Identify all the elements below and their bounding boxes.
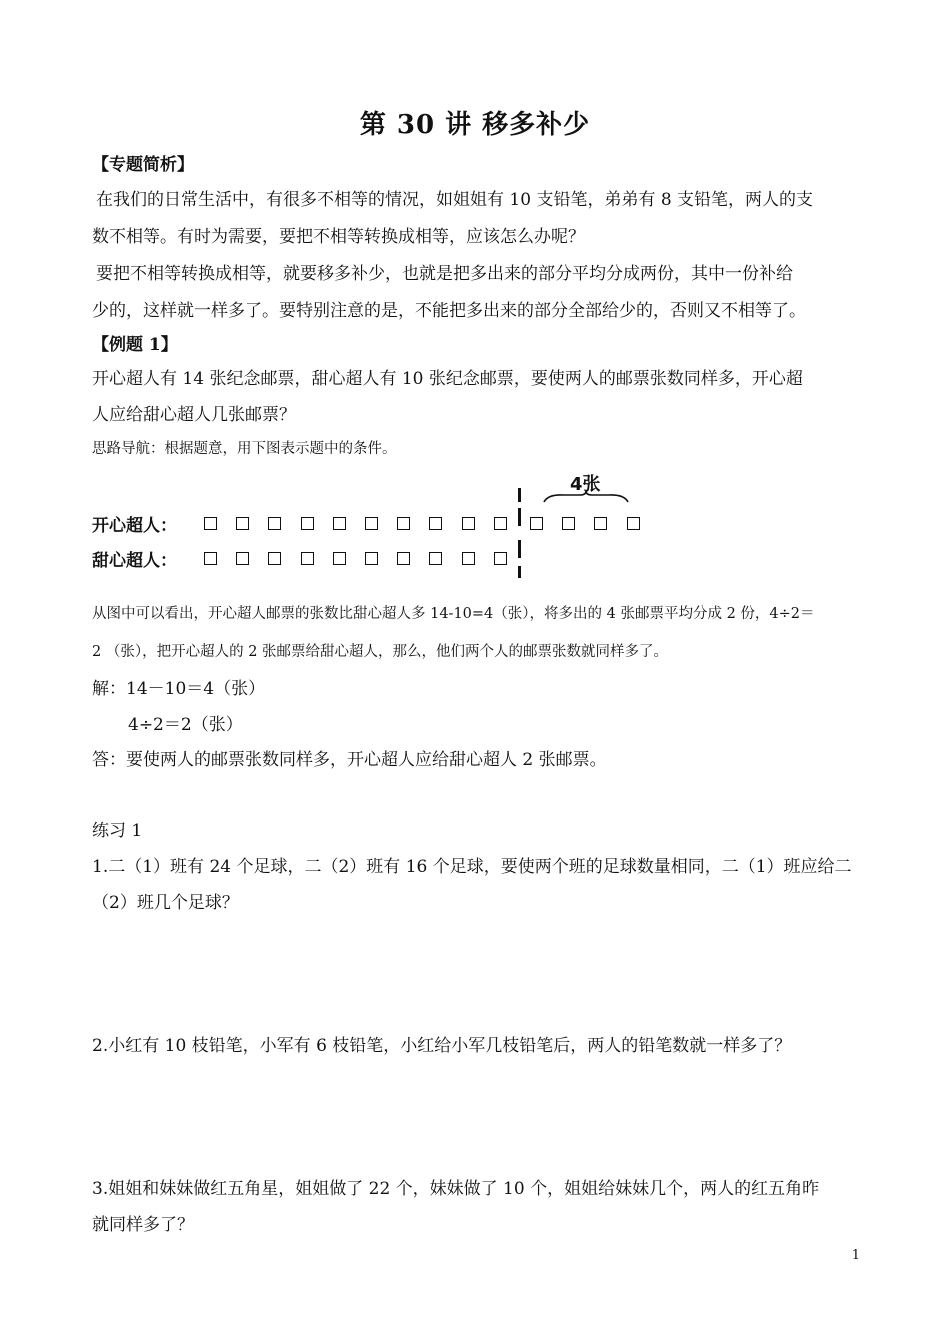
page-title: 第 30 讲 移多补少 — [359, 110, 591, 140]
divider-segment-bottom — [518, 566, 521, 578]
practice-question-1-line-1: 1.二（1）班有 24 个足球，二（2）班有 16 个足球，要使两个班的足球数量相同，二（1）班应给二 — [92, 857, 852, 877]
practice-question-2: 2.小红有 10 枝铅笔，小军有 6 枝铅笔，小红给小军几枝铅笔后，两人的铅笔数就一样多了？ — [92, 1036, 792, 1056]
solution-line-2: 4÷2＝2（张） — [128, 715, 243, 735]
example-explanation-line-2: 2 （张），把开心超人的 2 张邮票给甜心超人，那么，他们两个人的邮票张数就同样多了。 — [92, 644, 669, 660]
stamp-square — [594, 517, 607, 530]
intro-paragraph-1-line-1: 在我们的日常生活中，有很多不相等的情况，如姐姐有 10 支铅笔，弟弟有 8 支铅笔，两人的支 — [96, 190, 814, 210]
stamp-square — [301, 552, 314, 565]
stamp-square — [562, 517, 575, 530]
practice-question-3-line-2: 就同样多了？ — [92, 1215, 194, 1235]
intro-paragraph-2-line-2: 少的，这样就一样多了。要特别注意的是，不能把多出来的部分全部给少的，否则又不相等了。 — [92, 301, 806, 321]
answer-line: 答：要使两人的邮票张数同样多，开心超人应给甜心超人 2 张邮票。 — [92, 750, 607, 770]
stamp-square — [204, 552, 217, 565]
stamp-square — [365, 552, 378, 565]
stamp-square — [333, 552, 346, 565]
stamp-square — [462, 517, 475, 530]
stamp-square — [236, 552, 249, 565]
stamp-square — [236, 517, 249, 530]
example-question-line-1: 开心超人有 14 张纪念邮票，甜心超人有 10 张纪念邮票，要使两人的邮票张数同样多，开心超 — [92, 369, 803, 389]
stamp-square — [530, 517, 543, 530]
intro-paragraph-2-line-1: 要把不相等转换成相等，就要移多补少，也就是把多出来的部分平均分成两份，其中一份补给 — [96, 264, 793, 284]
brace-icon — [540, 490, 632, 504]
example-heading: 【例题 1】 — [92, 335, 178, 355]
divider-segment-top — [518, 488, 521, 502]
stamp-square — [204, 517, 217, 530]
stamp-square — [301, 517, 314, 530]
practice-heading: 练习 1 — [92, 821, 143, 841]
divider-segment-lower — [518, 540, 521, 558]
row-kaixin-label: 开心超人： — [92, 516, 177, 536]
stamp-square — [462, 552, 475, 565]
stamp-square — [494, 552, 507, 565]
stamp-square — [365, 517, 378, 530]
example-hint: 思路导航：根据题意，用下图表示题中的条件。 — [92, 441, 397, 457]
solution-line-1: 解：14－10＝4（张） — [92, 679, 266, 699]
page-number: 1 — [851, 1248, 860, 1263]
intro-paragraph-1-line-2: 数不相等。有时为需要，要把不相等转换成相等，应该怎么办呢？ — [92, 227, 585, 247]
divider-segment-middle — [518, 508, 521, 526]
practice-question-3-line-1: 3.姐姐和妹妹做红五角星，姐姐做了 22 个，妹妹做了 10 个，姐姐给妹妹几个，两人的红五角昨 — [92, 1179, 820, 1199]
intro-heading: 【专题简析】 — [92, 155, 194, 175]
stamp-square — [268, 517, 281, 530]
stamp-square — [429, 552, 442, 565]
practice-question-1-line-2: （2）班几个足球？ — [92, 893, 239, 913]
stamp-square — [627, 517, 640, 530]
stamp-square — [494, 517, 507, 530]
stamp-square — [429, 517, 442, 530]
example-question-line-2: 人应给甜心超人几张邮票？ — [92, 405, 296, 425]
example-explanation-line-1: 从图中可以看出，开心超人邮票的张数比甜心超人多 14-10=4（张），将多出的 4 张邮票平均分成 2 份，4÷2＝ — [92, 606, 815, 622]
stamp-square — [397, 517, 410, 530]
stamp-square — [397, 552, 410, 565]
row-tianxin-label: 甜心超人： — [92, 551, 177, 571]
stamp-square — [333, 517, 346, 530]
brace-label: 4张 — [570, 474, 601, 495]
stamp-square — [268, 552, 281, 565]
